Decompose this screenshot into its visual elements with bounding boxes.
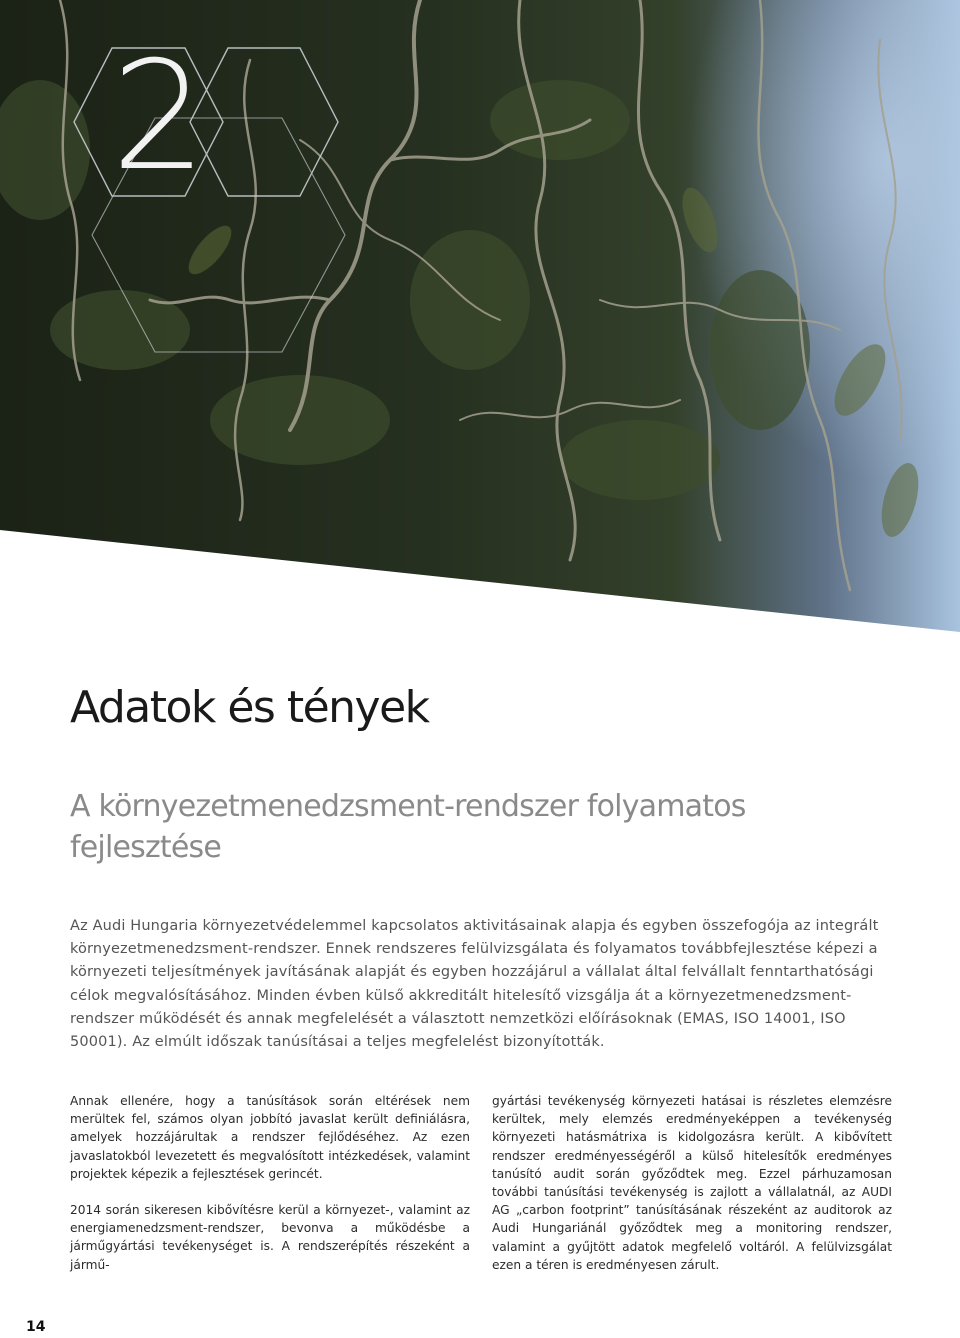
body-paragraph: Annak ellenére, hogy a tanúsítások során eltérések nem merültek fel, számos olyan jobbító javaslat került definiálásra, amelyek hozzájárultak a rendszer fejlődéséhez. Az ezen javaslatokból levezetett és megvalósított intézkedések, valamint projektek képezik a fejlesztések gerincét. — [70, 1094, 470, 1181]
body-paragraph: 2014 során sikeresen kibővítésre kerül a környezet-, valamint az energiamenedzsment-rendszer, bevonva a működésbe a járműgyártási tevékenységet is. A rendszerépítés részeként a jármű- — [70, 1203, 470, 1272]
right-column — [492, 1092, 892, 1292]
left-column — [70, 1092, 470, 1292]
page-number: 14 — [26, 1319, 46, 1335]
intro-paragraph: Az Audi Hungaria környezetvédelemmel kapcsolatos aktivitásainak alapja és egyben összefogója az integrált környezetmenedzsment-rendszer. Ennek rendszeres felülvizsgálata és folyamatos továbbfejlesztése képezi a környezeti teljesítmények javításának alapját és egyben hozzájárul a vállalat által felvállalt fenntarthatósági célok megvalósításához. Minden évben külső akkreditált hitelesítő vizsgálja át a környezetmenedzsment-rendszer működését és annak megfelelését a választott nemzetközi előírásoknak (EMAS, ISO 14001, ISO 50001). Az elmúlt időszak tanúsításai a teljes megfelelést bizonyították. — [70, 918, 879, 1051]
chapter-number: 2 — [111, 30, 201, 204]
section-subtitle: A környezetmenedzsment-rendszer folyamatos fejlesztése — [70, 789, 746, 865]
page-title: Adatok és tények — [70, 682, 429, 733]
body-paragraph: gyártási tevékenység környezeti hatásai is részletes elemzésre kerültek, mely elemzés eredményeképpen a tevékenység környezeti hatásmátrixa is kidolgozásra került. A kibővített rendszer eredményességéről a külső hitelesítők eredményes tanúsító audit során győződtek meg. Ezzel párhuzamosan további tanúsítási tevékenység is zajlott a vállalatnál, az AUDI AG „carbon footprint” tanúsításának részeként az auditorok az Audi Hungariánál győződtek meg a monitoring rendszer, valamint a gyűjtött adatok megfelelő voltáról. A felülvizsgálat ezen a téren is eredményesen zárult. — [492, 1094, 892, 1272]
